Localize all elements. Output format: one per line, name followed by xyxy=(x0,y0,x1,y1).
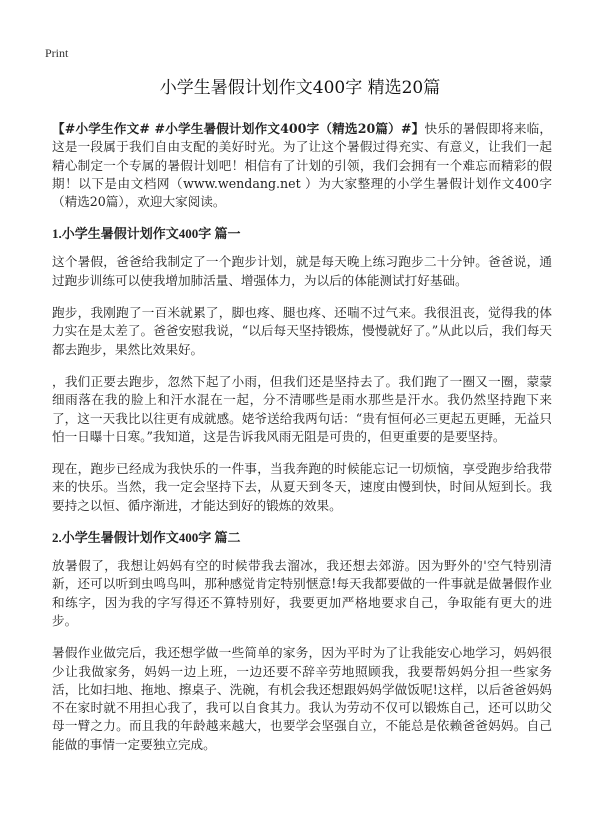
section-2-paragraph-1: 放暑假了，我想让妈妈有空的时候带我去溜冰，我还想去郊游。因为野外的'空气特别清新，还可以听到虫鸣鸟叫，那种感觉肯定特别惬意!每天我都要做的一件事就是做暑假作业和练字，因为我的字写得还不算特别好，我要更加严格地要求自己，争取能有更大的进步。 xyxy=(52,558,552,628)
section-heading-1: 1.小学生暑假计划作文400字 篇一 xyxy=(52,226,241,242)
intro-text: 快乐的暑假即将来临，这是一段属于我们自由支配的美好时光。为了让这个暑假过得充实、有意义，让我们一起精心制定一个专属的暑假计划吧！相信有了计划的引领，我们会拥有一个难忘而精彩的假期！以下是由文档网（www.wendang.net ）为大家整理的小学生暑假计划作文400字（精选20篇），欢迎大家阅读。 xyxy=(52,121,552,210)
intro-tag: 【#小学生作文# #小学生暑假计划作文400字（精选20篇）#】 xyxy=(52,121,425,136)
section-2-paragraph-2: 暑假作业做完后，我还想学做一些简单的家务，因为平时为了让我能安心地学习，妈妈很少让我做家务，妈妈一边上班，一边还要不辞辛劳地照顾我，我要帮妈妈分担一些家务活，比如扫地、拖地、擦桌子、洗碗，有机会我还想跟妈妈学做饭呢!这样，以后爸爸妈妈不在家时就不用担心我了，我可以自食其力。我认为劳动不仅可以锻炼自己，还可以助父母一臂之力。而且我的年龄越来越大，也要学会坚强自立，不能总是依赖爸爸妈妈。自己能做的事情一定要独立完成。 xyxy=(52,645,552,752)
intro-paragraph xyxy=(52,120,552,211)
section-1-paragraph-3: ，我们正要去跑步，忽然下起了小雨，但我们还是坚持去了。我们跑了一圈又一圈，蒙蒙细雨落在我的脸上和汗水混在一起，分不清哪些是雨水那些是汗水。我仍然坚持跑下来了，这一天我比以往更有成就感。姥爷送给我两句话：“贵有恒何必三更起五更睡，无益只怕一日曝十日寒。”我知道，这是告诉我风雨无阻是可贵的，但更重要的是要坚持。 xyxy=(52,373,552,444)
section-1-paragraph-4: 现在，跑步已经成为我快乐的一件事，当我奔跑的时候能忘记一切烦恼，享受跑步给我带来的快乐。当然，我一定会坚持下去，从夏天到冬天，速度由慢到快，时间从短到长。我要持之以恒、循序渐进，才能达到好的锻炼的效果。 xyxy=(52,461,552,513)
section-1-paragraph-1: 这个暑假，爸爸给我制定了一个跑步计划，就是每天晚上练习跑步二十分钟。爸爸说，通过跑步训练可以使我增加肺活量、增强体力，为以后的体能测试打好基础。 xyxy=(52,254,552,288)
page-title: 小学生暑假计划作文400字 精选20篇 xyxy=(159,78,441,98)
section-1-paragraph-2: 跑步，我刚跑了一百米就累了，脚也疼、腿也疼、还喘不过气来。我很沮丧，觉得我的体力实在是太差了。爸爸安慰我说，“以后每天坚持锻炼，慢慢就好了。”从此以后，我们每天都去跑步，果然比效果好。 xyxy=(52,305,552,357)
print-link[interactable]: Print xyxy=(45,46,69,60)
section-heading-2: 2.小学生暑假计划作文400字 篇二 xyxy=(52,530,241,546)
article-body xyxy=(52,120,552,768)
